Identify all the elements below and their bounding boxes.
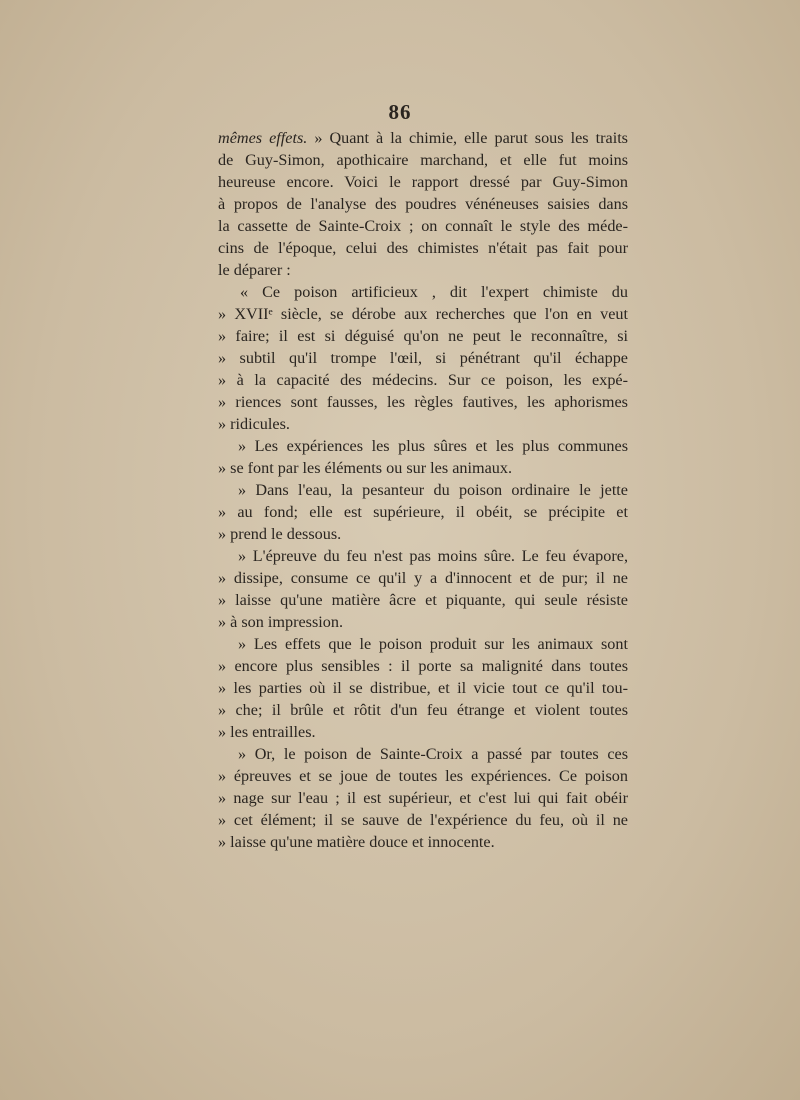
text-line: » nage sur l'eau ; il est supérieur, et c'est lui qui fait obéir	[218, 789, 628, 807]
text-line: » au fond; elle est supérieure, il obéit, se précipite et	[218, 503, 628, 521]
text-line: » ridicules.	[218, 415, 290, 433]
text-line: » se font par les éléments ou sur les animaux.	[218, 459, 512, 477]
text-line: » che; il brûle et rôtit d'un feu étrange et violent toutes	[218, 701, 628, 719]
text-line: cins de l'époque, celui des chimistes n'était pas fait pour	[218, 239, 628, 257]
text-line: mêmes effets. » Quant à la chimie, elle parut sous les traits	[218, 129, 628, 147]
text-line: » subtil qu'il trompe l'œil, si pénétrant qu'il échappe	[218, 349, 628, 367]
text-line: » les entrailles.	[218, 723, 316, 741]
text-line: » faire; il est si déguisé qu'on ne peut le reconnaître, si	[218, 327, 628, 345]
text-line: « Ce poison artificieux , dit l'expert chimiste du	[240, 283, 628, 301]
text-line: » encore plus sensibles : il porte sa malignité dans toutes	[218, 657, 628, 675]
text-line: » Or, le poison de Sainte-Croix a passé par toutes ces	[238, 745, 628, 763]
text-line: » XVIIᵉ siècle, se dérobe aux recherches que l'on en veut	[218, 305, 628, 323]
text-line: » cet élément; il se sauve de l'expérience du feu, où il ne	[218, 811, 628, 829]
text-line: » prend le dessous.	[218, 525, 342, 543]
italic-phrase: mêmes effets.	[218, 129, 308, 147]
body-text	[218, 127, 628, 853]
text-line: » laisse qu'une matière âcre et piquante, qui seule résiste	[218, 591, 628, 609]
text-line: » L'épreuve du feu n'est pas moins sûre. Le feu évapore,	[238, 547, 628, 565]
text-line: » laisse qu'une matière douce et innocente.	[218, 833, 495, 851]
text-line: » épreuves et se joue de toutes les expériences. Ce poison	[218, 767, 628, 785]
text-line: » les parties où il se distribue, et il vicie tout ce qu'il tou-	[218, 679, 628, 697]
text-line: » Les effets que le poison produit sur les animaux sont	[238, 635, 628, 653]
text-line: » riences sont fausses, les règles fautives, les aphorismes	[218, 393, 628, 411]
text-line: de Guy-Simon, apothicaire marchand, et elle fut moins	[218, 151, 628, 169]
text-line: heureuse encore. Voici le rapport dressé par Guy-Simon	[218, 173, 628, 191]
text-line: » Les expériences les plus sûres et les plus communes	[238, 437, 628, 455]
text-line: » Dans l'eau, la pesanteur du poison ordinaire le jette	[238, 481, 628, 499]
text-line: le déparer :	[218, 261, 291, 279]
text-line: » dissipe, consume ce qu'il y a d'innocent et de pur; il ne	[218, 569, 628, 587]
text-line: la cassette de Sainte-Croix ; on connaît le style des méde-	[218, 217, 628, 235]
page-number: 86	[388, 100, 412, 124]
text-line: » à la capacité des médecins. Sur ce poison, les expé-	[218, 371, 628, 389]
text-line: à propos de l'analyse des poudres vénéneuses saisies dans	[218, 195, 628, 213]
text-line: » à son impression.	[218, 613, 343, 631]
